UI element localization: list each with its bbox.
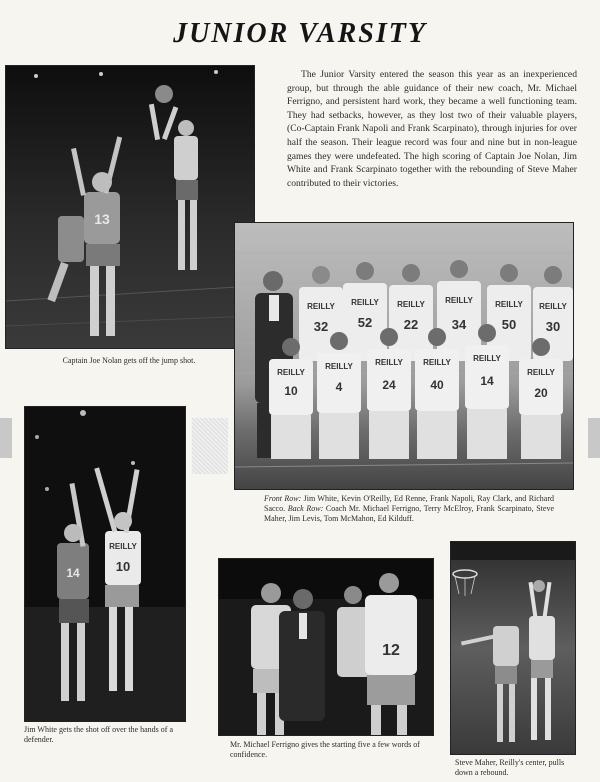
- intro-paragraph: The Junior Varsity entered the season this year as an inexperienced group, but through the able guidance of their new coach, Mr. Michael Ferrigno, and persistent hard work, they became a well functioning team. They had setbacks, however, as they lost two of their valuable players, (Co-Captain Frank Napoli and Frank Scarpinato), through injuries for over half the season. Their league record was four and nine but in non-league games they were undefeated. The high scoring of Captain Joe Nolan, Jim White and Frank Scarpinato together with the rebounding of Steve Maher contributed to their victories.: [287, 69, 577, 189]
- jersey-text: REILLY: [495, 300, 523, 309]
- jersey-text: REILLY: [445, 296, 473, 305]
- jersey-number: 24: [382, 378, 396, 392]
- jersey-text: REILLY: [307, 302, 335, 311]
- caption-front-row: Jim White, Kevin O'Reilly, Ed Renne, Frank Napoli, Ray Clark, and Richard Sacco.: [264, 494, 555, 513]
- photo-starting-five: [218, 558, 434, 736]
- caption-rebound: Steve Maher, Reilly's center, pulls down a rebound.: [455, 758, 565, 777]
- jersey-text: REILLY: [351, 298, 379, 307]
- jersey-number: 12: [382, 642, 400, 659]
- jersey-text: REILLY: [109, 542, 137, 551]
- jersey-number: 13: [94, 211, 110, 227]
- jersey-number: 14: [480, 374, 494, 388]
- jersey-text: REILLY: [397, 300, 425, 309]
- jersey-number: 20: [534, 386, 548, 400]
- page-title: JUNIOR VARSITY: [173, 18, 427, 49]
- jersey-number: 14: [66, 566, 80, 580]
- caption-jump-shot: Captain Joe Nolan gets off the jump shot.: [62, 356, 196, 365]
- jersey-text: REILLY: [277, 368, 305, 377]
- jersey-text: REILLY: [375, 358, 403, 367]
- caption-shot-over: Jim White gets the shot off over the hands of a defender.: [24, 725, 174, 744]
- jersey-number: 52: [357, 315, 373, 330]
- jersey-number: 50: [501, 317, 517, 332]
- jersey-number: 30: [545, 319, 561, 334]
- jersey-number: 32: [313, 319, 329, 334]
- jersey-text: REILLY: [473, 354, 501, 363]
- photo-team: [234, 222, 574, 490]
- jersey-number: 22: [403, 317, 419, 332]
- caption-back-row: Coach Mr. Michael Ferrigno, Terry McElroy, Frank Scarpinato, Steve Maher, Jim Levis, Tom McMahon, Ed Kilduff.: [264, 504, 555, 523]
- jersey-number: 10: [115, 559, 131, 574]
- jersey-number: 40: [430, 378, 444, 392]
- jersey-text: REILLY: [423, 358, 451, 367]
- caption-team: [264, 494, 554, 524]
- caption-back-label: Back Row:: [287, 504, 324, 513]
- photo-shot-over: [24, 406, 186, 722]
- page-edge-tab: [588, 418, 600, 458]
- jersey-number: 10: [284, 384, 298, 398]
- photo-jump-shot: [5, 65, 255, 349]
- paper-texture: [192, 418, 228, 474]
- jersey-number: 34: [451, 317, 467, 332]
- jersey-text: REILLY: [539, 302, 567, 311]
- caption-starting-five: Mr. Michael Ferrigno gives the starting five a few words of confidence.: [230, 740, 420, 759]
- jersey-text: REILLY: [325, 362, 353, 371]
- caption-front-label: Front Row:: [264, 494, 302, 503]
- page-edge-tab: [0, 418, 12, 458]
- jersey-number: 4: [335, 380, 343, 394]
- jersey-text: REILLY: [527, 368, 555, 377]
- photo-rebound: [450, 541, 576, 755]
